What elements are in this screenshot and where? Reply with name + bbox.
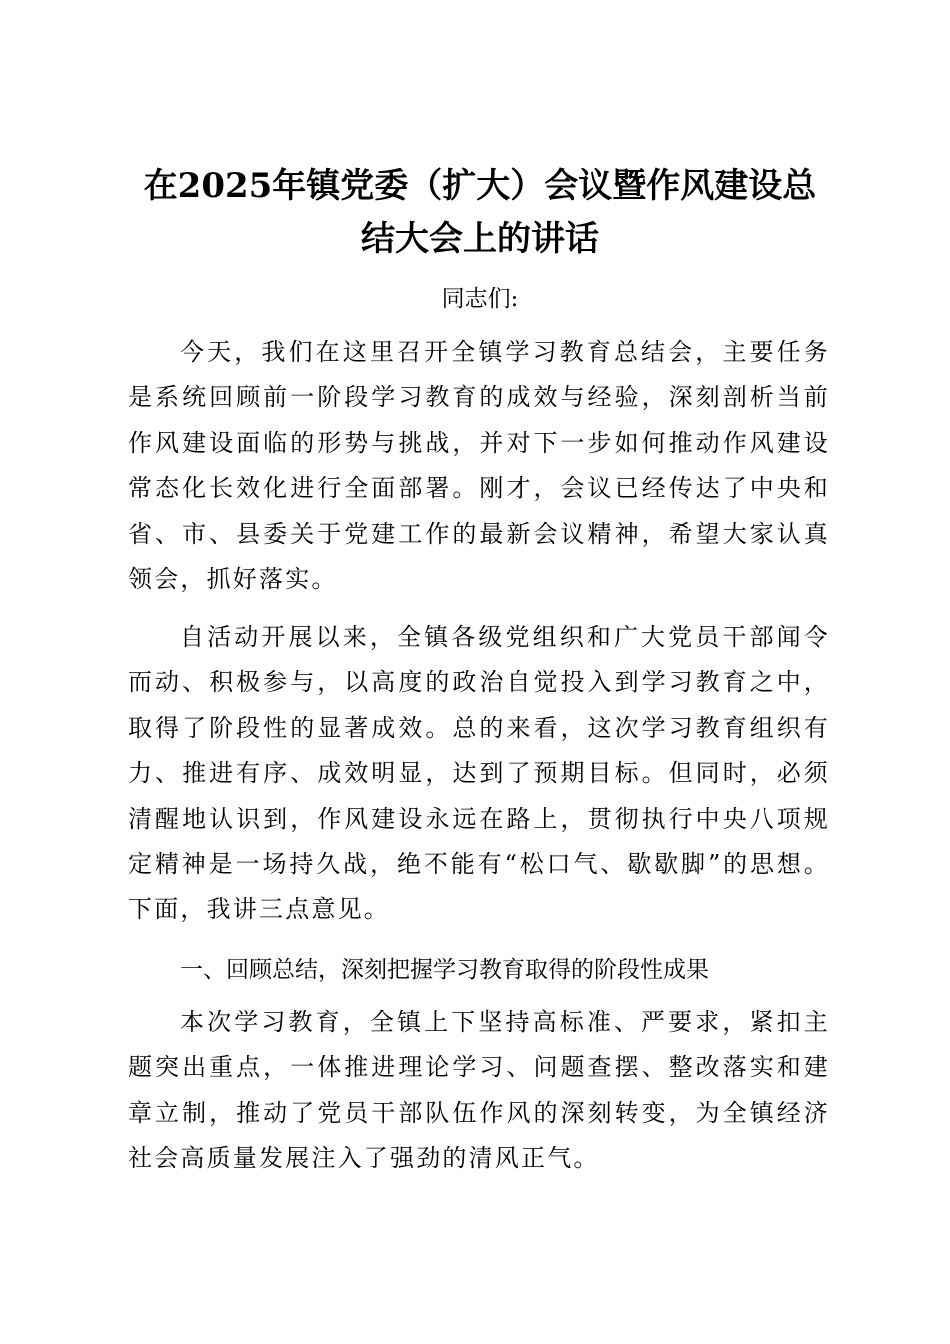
- document-title: 在2025年镇党委（扩大）会议暨作风建设总结大会上的讲话: [143, 166, 817, 259]
- paragraph-overview: 自活动开展以来，全镇各级党组织和广大党员干部闻令而动、积极参与，以高度的政治自觉投入到学习教育之中，取得了阶段性的显著成效。总的来看，这次学习教育组织有力、推进有序、成效明显，达到了预期目标。但同时，必须清醒地认识到，作风建设永远在路上，贯彻执行中央八项规定精神是一场持久战，绝不能有“松口气、歇歇脚”的思想。下面，我讲三点意见。: [128, 623, 830, 924]
- paragraph-intro: 今天，我们在这里召开全镇学习教育总结会，主要任务是系统回顾前一阶段学习教育的成效与经验，深刻剖析当前作风建设面临的形势与挑战，并对下一步如何推动作风建设常态化长效化进行全面部署。刚才，会议已经传达了中央和省、市、县委关于党建工作的最新会议精神，希望大家认真领会，抓好落实。: [128, 338, 830, 594]
- section-heading-1: 一、回顾总结，深刻把握学习教育取得的阶段性成果: [180, 957, 709, 983]
- salutation: 同志们:: [441, 286, 519, 312]
- paragraph-section-1: 本次学习教育，全镇上下坚持高标准、严要求，紧扣主题突出重点，一体推进理论学习、问题查摆、整改落实和建章立制，推动了党员干部队伍作风的深刻转变，为全镇经济社会高质量发展注入了强劲的清风正气。: [128, 1008, 830, 1173]
